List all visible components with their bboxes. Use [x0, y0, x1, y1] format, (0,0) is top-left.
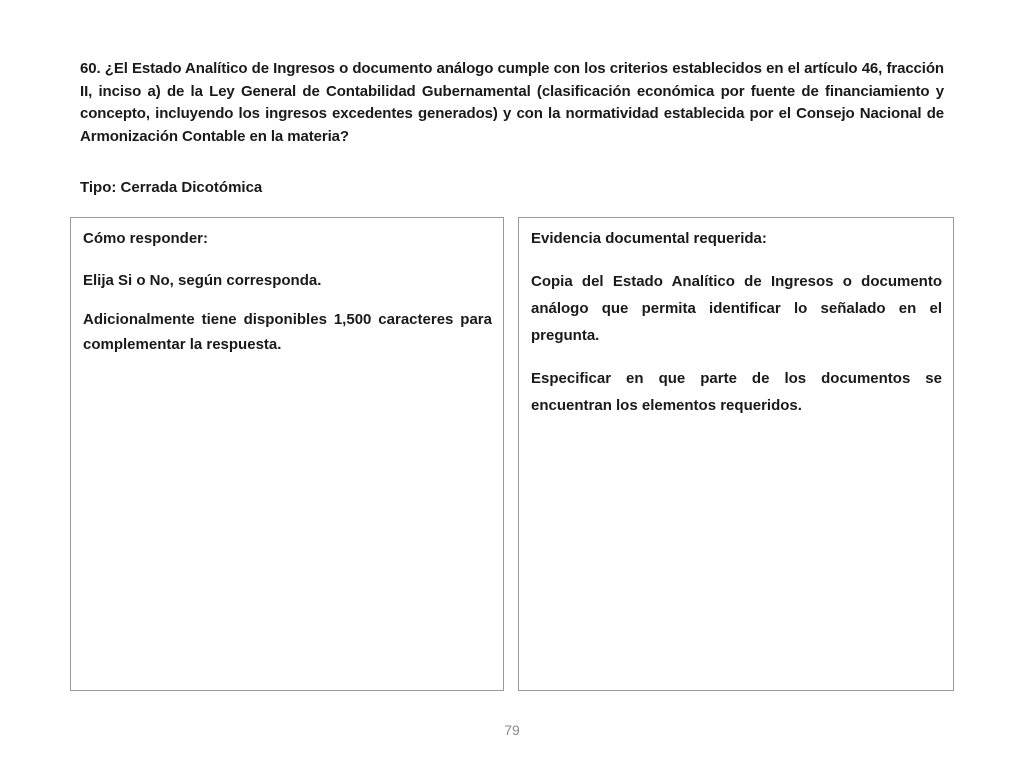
question-text: 60. ¿El Estado Analítico de Ingresos o documento análogo cumple con los criterios establecidos en el artículo 46, fracción II, inciso a) de la Ley General de Contabilidad Gubernamental (clasificación económica por fuente de financiamiento y concepto, incluyendo los ingresos excedentes generados) y con la normatividad establecida por el Consejo Nacional de Armonización Contable en la materia? — [80, 60, 944, 145]
evidence-specify-location: Especificar en que parte de los documentos se encuentran los elementos requeridos. — [531, 370, 942, 414]
how-to-answer-additional-note: Adicionalmente tiene disponibles 1,500 caracteres para complementar la respuesta. — [83, 311, 492, 353]
question-type: Tipo: Cerrada Dicotómica — [80, 179, 263, 196]
evidence-document-copy: Copia del Estado Analítico de Ingresos o documento análogo que permita identificar lo señalado en el pregunta. — [531, 273, 942, 344]
evidence-box — [518, 217, 954, 691]
how-to-answer-heading: Cómo responder: — [83, 230, 209, 247]
evidence-heading: Evidencia documental requerida: — [531, 230, 767, 247]
how-to-answer-instruction: Elija Si o No, según corresponda. — [83, 272, 322, 289]
page-number: 79 — [504, 722, 520, 738]
how-to-answer-box — [70, 217, 504, 691]
